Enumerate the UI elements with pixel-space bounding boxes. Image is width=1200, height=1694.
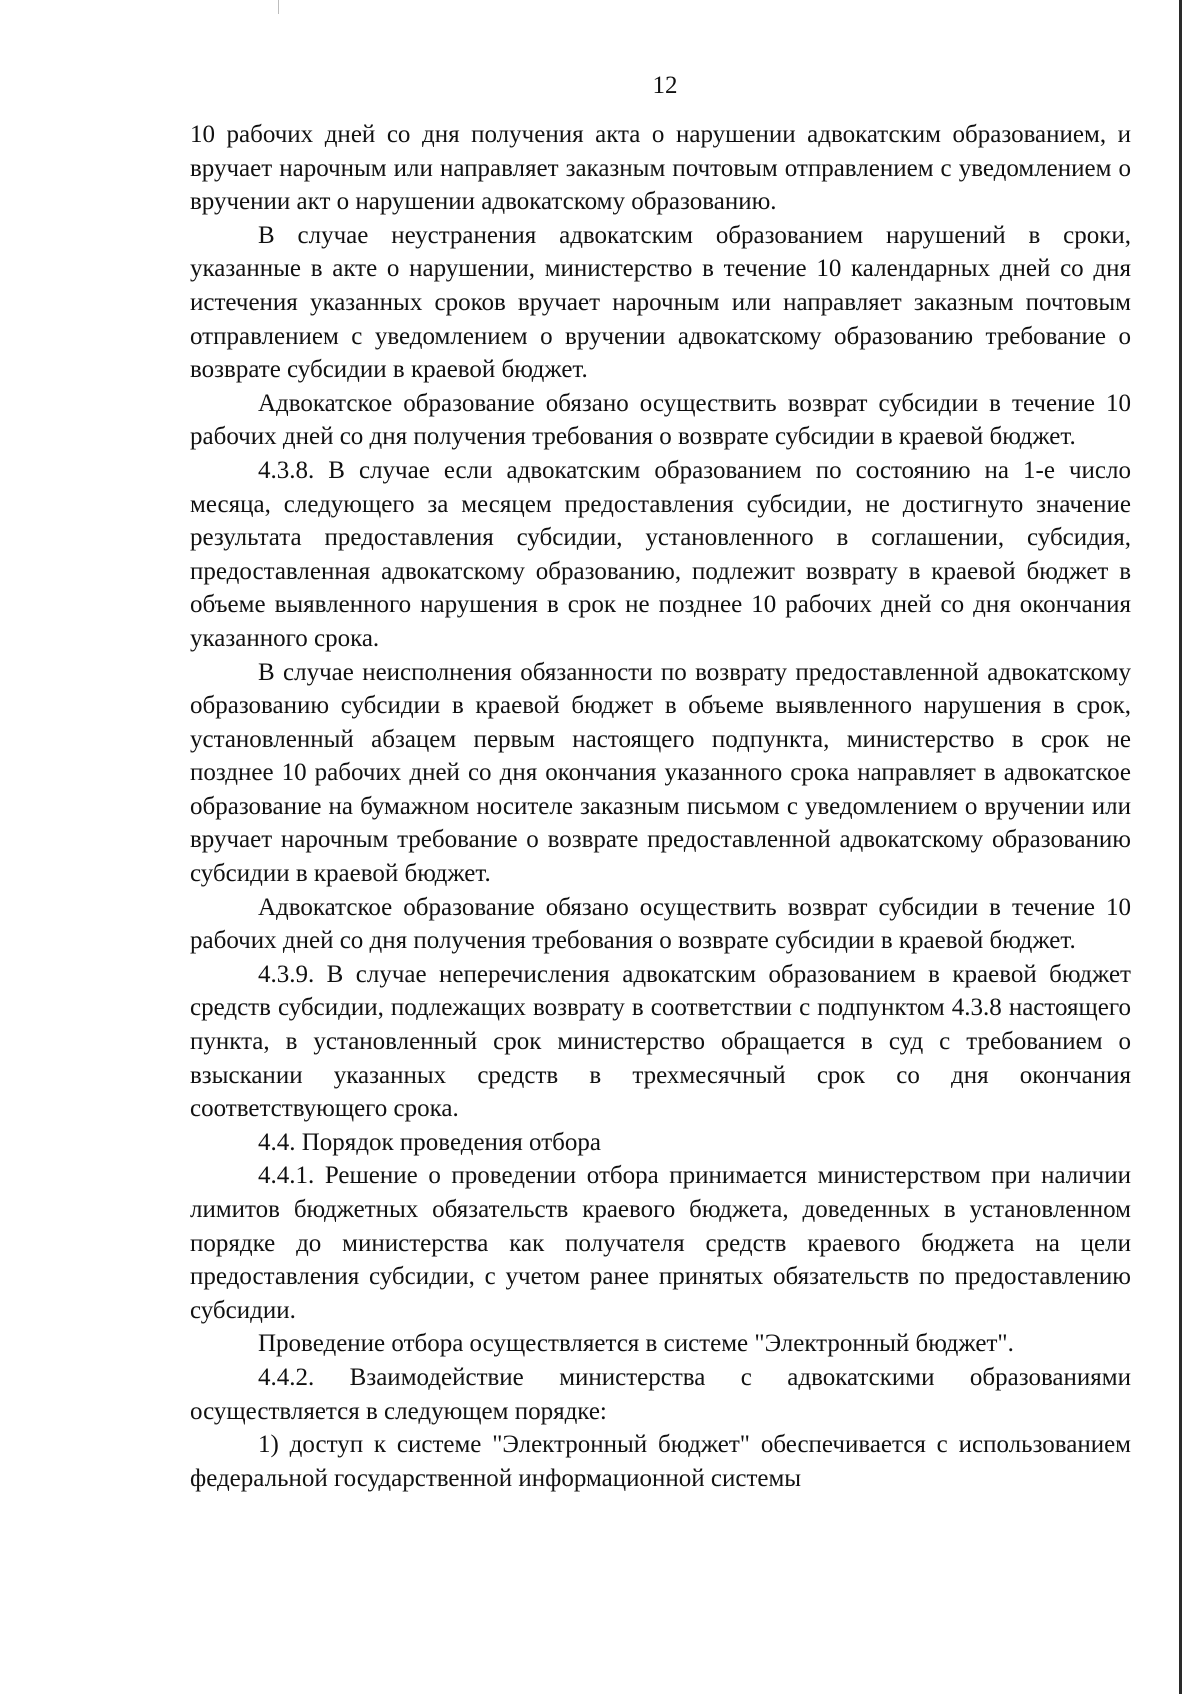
paragraph-continuation: 10 рабочих дней со дня получения акта о нарушении адвокатским образованием, и вручает нарочным или направляет заказным почтовым отправлением с уведомлением о вручении акт о нарушении адвокатскому образованию. (190, 121, 1131, 216)
paragraph-non-elimination: В случае неустранения адвокатским образованием нарушений в сроки, указанные в акте о нарушении, министерство в течение 10 календарных дней со дня истечения указанных сроков вручает нарочным или направляет заказным почтовым отправлением с уведомлением о вручении адвокатскому образованию требование о возврате субсидии в краевой бюджет. (190, 221, 1131, 384)
page-number: 12 (652, 72, 678, 99)
section-heading-4-4: 4.4. Порядок проведения отбора (258, 1128, 601, 1156)
paragraph-4-4-1: 4.4.1. Решение о проведении отбора принимается министерством при наличии лимитов бюджетных обязательств краевого бюджета, доведенных в установленном порядке до министерства как получателя средств краевого бюджета на цели предоставления субсидии, с учетом ранее принятых обязательств по предоставлению субсидии. (190, 1162, 1131, 1324)
paragraph-return-obligation-1: Адвокатское образование обязано осуществить возврат субсидии в течение 10 рабочих дней со дня получения требования о возврате субсидии в краевой бюджет. (190, 389, 1131, 451)
paragraph-4-3-9: 4.3.9. В случае неперечисления адвокатским образованием в краевой бюджет средств субсидии, подлежащих возврату в соответствии с подпунктом 4.3.8 настоящего пункта, в установленный срок министерство обращается в суд с требованием о взыскании указанных средств в трехмесячный срок со дня окончания соответствующего срока. (190, 960, 1131, 1123)
paragraph-item-1: 1) доступ к системе "Электронный бюджет" обеспечивается с использованием федеральной государственной информационной системы (190, 1431, 1131, 1492)
paragraph-4-3-8: 4.3.8. В случае если адвокатским образованием по состоянию на 1-е число месяца, следующего за месяцем предоставления субсидии, не достигнуто значение результата предоставления субсидии, установленного в соглашении, субсидия, предоставленная адвокатскому образованию, подлежит возврату в краевой бюджет в объеме выявленного нарушения в срок не позднее 10 рабочих дней со дня окончания указанного срока. (190, 456, 1131, 652)
scan-edge-right (1179, 0, 1182, 1694)
paragraph-return-obligation-2: Адвокатское образование обязано осуществить возврат субсидии в течение 10 рабочих дней со дня получения требования о возврате субсидии в краевой бюджет. (190, 893, 1131, 955)
paragraph-non-fulfillment: В случае неисполнения обязанности по возврату предоставленной адвокатскому образованию субсидии в краевой бюджет в объеме выявленного нарушения в срок, установленный абзацем первым настоящего подпункта, министерство в срок не позднее 10 рабочих дней со дня окончания указанного срока направляет в адвокатское образование на бумажном носителе заказным письмом с уведомлением о вручении или вручает нарочным требование о возврате предоставленной адвокатскому образованию субсидии в краевой бюджет. (190, 658, 1131, 888)
scan-edge-left (278, 0, 279, 14)
document-body (190, 118, 1131, 1495)
paragraph-4-4-2: 4.4.2. Взаимодействие министерства с адвокатскими образованиями осуществляется в следующем порядке: (190, 1363, 1131, 1425)
paragraph-electronic-budget: Проведение отбора осуществляется в системе "Электронный бюджет". (258, 1330, 1014, 1358)
